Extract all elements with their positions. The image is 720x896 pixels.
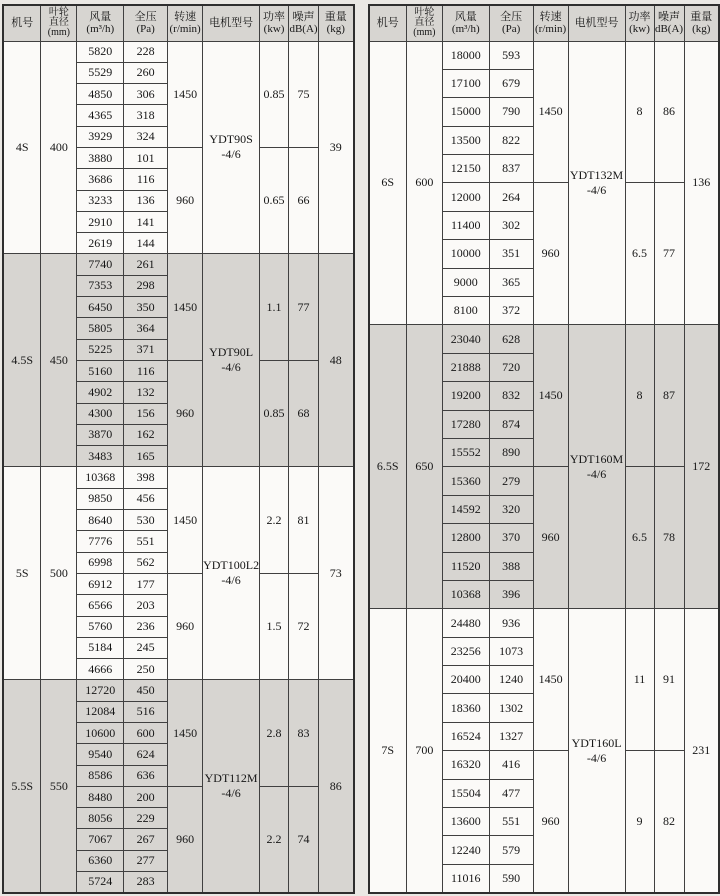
header-power-line: (kw) [629,23,650,36]
airflow-cell: 11016 [442,864,489,893]
airflow-cell: 12720 [77,680,124,701]
header-rotation-speed [533,5,568,41]
table-row [369,609,720,637]
pressure-cell: 264 [489,183,533,211]
header-motor-model-line: 电机型号 [209,17,254,30]
pressure-cell: 228 [124,41,168,62]
motor-model-line: YDT90S [209,132,253,147]
airflow-cell: 9000 [442,268,489,296]
header-noise [289,5,319,41]
pressure-cell: 318 [124,105,168,126]
pressure-cell: 101 [124,147,168,168]
header-machine-number [3,5,41,41]
motor-model-line: YDT100L2 [203,558,260,573]
speed-cell: 960 [533,467,568,609]
noise-cell: 74 [289,786,319,892]
pressure-cell: 277 [124,850,168,871]
header-total-pressure [489,5,533,41]
airflow-cell: 5805 [77,318,124,339]
pressure-cell: 790 [489,98,533,126]
diameter-cell: 500 [41,467,77,680]
table-row [3,467,354,488]
pressure-cell: 628 [489,325,533,353]
airflow-cell: 6566 [77,595,124,616]
pressure-cell: 551 [489,808,533,836]
power-cell: 2.8 [260,680,289,786]
noise-cell: 82 [654,751,684,893]
pressure-cell: 590 [489,864,533,893]
pressure-cell: 370 [489,524,533,552]
speed-cell: 1450 [168,467,203,573]
airflow-cell: 3483 [77,446,124,467]
pressure-cell: 365 [489,268,533,296]
model-cell: 6S [369,41,407,325]
airflow-cell: 16320 [442,751,489,779]
speed-cell: 1450 [533,325,568,467]
airflow-cell: 11400 [442,211,489,239]
speed-cell: 1450 [168,680,203,786]
header-noise-line: dB(A) [289,23,318,36]
header-air-volume [442,5,489,41]
pressure-cell: 116 [124,169,168,190]
pressure-cell: 324 [124,126,168,147]
header-impeller-diameter [406,5,442,41]
header-motor-model-line: 电机型号 [574,17,619,30]
power-cell: 0.85 [260,360,289,466]
pressure-cell: 302 [489,211,533,239]
header-motor-model [203,5,260,41]
noise-cell: 66 [289,147,319,253]
header-air-volume [77,5,124,41]
speed-cell: 960 [533,183,568,325]
pressure-cell: 1073 [489,637,533,665]
motor-model-line: -4/6 [586,466,607,481]
pressure-cell: 516 [124,701,168,722]
airflow-cell: 10000 [442,240,489,268]
header-rotation-speed [168,5,203,41]
pressure-cell: 132 [124,382,168,403]
noise-cell: 68 [289,360,319,466]
weight-cell: 39 [319,41,354,254]
airflow-cell: 6998 [77,552,124,573]
weight-cell: 86 [319,680,354,893]
table-row [369,41,720,69]
model-cell: 7S [369,609,407,893]
power-cell: 8 [625,41,654,183]
header-total-pressure-line: (Pa) [502,23,521,36]
noise-cell: 77 [654,183,684,325]
header-machine-number [369,5,407,41]
airflow-cell: 8100 [442,297,489,325]
airflow-cell: 10368 [442,580,489,608]
airflow-cell: 3686 [77,169,124,190]
table-row [3,254,354,275]
motor-model-line: YDT112M [204,771,258,786]
header-machine-number-line: 机号 [376,17,399,30]
weight-cell: 48 [319,254,354,467]
pressure-cell: 1240 [489,666,533,694]
power-cell: 2.2 [260,467,289,573]
pressure-cell: 320 [489,495,533,523]
header-total-pressure-line: (Pa) [136,23,155,36]
speed-cell: 960 [533,751,568,893]
airflow-cell: 5820 [77,41,124,62]
airflow-cell: 5184 [77,637,124,658]
model-cell: 5.5S [3,680,41,893]
pressure-cell: 372 [489,297,533,325]
noise-cell: 78 [654,467,684,609]
header-weight [684,5,719,41]
header-weight-line: (kg) [692,23,711,36]
pressure-cell: 636 [124,765,168,786]
airflow-cell: 7353 [77,275,124,296]
pressure-cell: 593 [489,41,533,69]
header-air-volume-line: 风量 [454,11,477,24]
header-noise-line: 噪声 [292,11,315,24]
header-weight-line: 重量 [324,11,347,24]
airflow-cell: 4850 [77,84,124,105]
motor-model-line: YDT90L [209,345,254,360]
pressure-cell: 371 [124,339,168,360]
airflow-cell: 14592 [442,495,489,523]
motor-cell [568,325,625,609]
header-rotation-speed-line: (r/min) [535,23,567,36]
airflow-cell: 16524 [442,722,489,750]
airflow-cell: 15000 [442,98,489,126]
header-motor-model [568,5,625,41]
pressure-cell: 250 [124,659,168,680]
power-cell: 11 [625,609,654,751]
motor-model-line: -4/6 [221,360,241,375]
pressure-cell: 1327 [489,722,533,750]
pressure-cell: 600 [124,723,168,744]
header-power-line: (kw) [263,23,285,36]
airflow-cell: 5724 [77,872,124,893]
noise-cell: 86 [654,41,684,183]
airflow-cell: 3880 [77,147,124,168]
model-cell: 6.5S [369,325,407,609]
motor-model-line: YDT132M [569,167,624,182]
pressure-cell: 579 [489,836,533,864]
airflow-cell: 8640 [77,510,124,531]
fan-spec-table-right [368,4,720,894]
speed-cell: 960 [168,786,203,892]
pressure-cell: 720 [489,353,533,381]
weight-cell: 136 [684,41,719,325]
pressure-cell: 890 [489,438,533,466]
speed-cell: 960 [168,360,203,466]
diameter-cell: 700 [406,609,442,893]
airflow-cell: 6360 [77,850,124,871]
pressure-cell: 261 [124,254,168,275]
pressure-cell: 236 [124,616,168,637]
motor-model-line: -4/6 [221,573,241,588]
airflow-cell: 12000 [442,183,489,211]
table-row [369,325,720,353]
airflow-cell: 19200 [442,382,489,410]
header-total-pressure [124,5,168,41]
header-impeller-diameter-line: 叶轮 [48,7,69,19]
pressure-cell: 416 [489,751,533,779]
pressure-cell: 141 [124,211,168,232]
pressure-cell: 837 [489,155,533,183]
airflow-cell: 6912 [77,573,124,594]
header-weight-line: (kg) [326,23,345,36]
fan-spec-table-left [2,4,355,894]
power-cell: 6.5 [625,467,654,609]
motor-cell [203,254,260,467]
header-noise-line: 噪声 [658,11,680,24]
motor-model-line: YDT160L [571,735,622,750]
motor-model-line: -4/6 [221,147,241,162]
pressure-cell: 530 [124,510,168,531]
header-air-volume-line: (m³/h) [86,23,115,36]
speed-cell: 1450 [168,41,203,147]
airflow-cell: 21888 [442,353,489,381]
header-air-volume-line: (m³/h) [451,23,480,36]
noise-cell: 83 [289,680,319,786]
pressure-cell: 116 [124,360,168,381]
noise-cell: 75 [289,41,319,147]
airflow-cell: 9850 [77,488,124,509]
airflow-cell: 10368 [77,467,124,488]
motor-model-line: -4/6 [586,182,607,197]
weight-cell: 231 [684,609,719,893]
airflow-cell: 4902 [77,382,124,403]
pressure-cell: 396 [489,580,533,608]
header-noise [654,5,684,41]
header-impeller-diameter-line: (mm) [413,27,436,39]
airflow-cell: 12084 [77,701,124,722]
motor-cell [203,41,260,254]
motor-cell [568,41,625,325]
pressure-cell: 562 [124,552,168,573]
airflow-cell: 10600 [77,723,124,744]
airflow-cell: 7740 [77,254,124,275]
airflow-cell: 7067 [77,829,124,850]
airflow-cell: 15360 [442,467,489,495]
header-impeller-diameter-line: 直径 [414,17,435,29]
header-power [260,5,289,41]
speed-cell: 1450 [533,609,568,751]
pressure-cell: 144 [124,233,168,254]
power-cell: 1.5 [260,573,289,679]
airflow-cell: 12240 [442,836,489,864]
airflow-cell: 8480 [77,786,124,807]
airflow-cell: 17280 [442,410,489,438]
airflow-cell: 2619 [77,233,124,254]
pressure-cell: 283 [124,872,168,893]
airflow-cell: 5160 [77,360,124,381]
pressure-cell: 136 [124,190,168,211]
header-weight-line: 重量 [690,11,713,24]
airflow-cell: 13600 [442,808,489,836]
motor-cell [568,609,625,893]
airflow-cell: 3870 [77,424,124,445]
table-row [3,41,354,62]
pressure-cell: 351 [489,240,533,268]
header-impeller-diameter-line: 叶轮 [414,7,435,19]
pressure-cell: 551 [124,531,168,552]
airflow-cell: 4666 [77,659,124,680]
model-cell: 4S [3,41,41,254]
power-cell: 2.2 [260,786,289,892]
airflow-cell: 12150 [442,155,489,183]
power-cell: 0.65 [260,147,289,253]
pressure-cell: 1302 [489,694,533,722]
airflow-cell: 7776 [77,531,124,552]
airflow-cell: 24480 [442,609,489,637]
airflow-cell: 23040 [442,325,489,353]
airflow-cell: 11520 [442,552,489,580]
pressure-cell: 165 [124,446,168,467]
weight-cell: 172 [684,325,719,609]
airflow-cell: 23256 [442,637,489,665]
header-rotation-speed-line: 转速 [174,11,197,24]
airflow-cell: 2910 [77,211,124,232]
airflow-cell: 5225 [77,339,124,360]
pressure-cell: 874 [489,410,533,438]
pressure-cell: 298 [124,275,168,296]
motor-model-line: YDT160M [569,451,624,466]
airflow-cell: 20400 [442,666,489,694]
header-total-pressure-line: 全压 [134,11,157,24]
airflow-cell: 3233 [77,190,124,211]
motor-model-line: -4/6 [221,786,241,801]
header-rotation-speed-line: (r/min) [169,23,201,36]
motor-model-line: -4/6 [586,750,607,765]
header-impeller-diameter-line: 直径 [48,17,69,29]
pressure-cell: 200 [124,786,168,807]
weight-cell: 73 [319,467,354,680]
airflow-cell: 5529 [77,62,124,83]
noise-cell: 72 [289,573,319,679]
pressure-cell: 822 [489,126,533,154]
airflow-cell: 18000 [442,41,489,69]
airflow-cell: 15552 [442,438,489,466]
airflow-cell: 8586 [77,765,124,786]
diameter-cell: 550 [41,680,77,893]
header-total-pressure-line: 全压 [500,11,523,24]
pressure-cell: 245 [124,637,168,658]
speed-cell: 960 [168,147,203,253]
pressure-cell: 350 [124,297,168,318]
pressure-cell: 364 [124,318,168,339]
header-rotation-speed-line: 转速 [539,11,562,24]
speed-cell: 1450 [168,254,203,360]
pressure-cell: 388 [489,552,533,580]
header-impeller-diameter [41,5,77,41]
header-impeller-diameter-line: (mm) [47,27,70,39]
pressure-cell: 936 [489,609,533,637]
header-machine-number-line: 机号 [11,17,34,30]
airflow-cell: 18360 [442,694,489,722]
pressure-cell: 398 [124,467,168,488]
noise-cell: 87 [654,325,684,467]
model-cell: 5S [3,467,41,680]
diameter-cell: 650 [406,325,442,609]
pressure-cell: 624 [124,744,168,765]
noise-cell: 91 [654,609,684,751]
airflow-cell: 17100 [442,69,489,97]
pressure-cell: 450 [124,680,168,701]
airflow-cell: 9540 [77,744,124,765]
speed-cell: 1450 [533,41,568,183]
pressure-cell: 306 [124,84,168,105]
diameter-cell: 450 [41,254,77,467]
pressure-cell: 267 [124,829,168,850]
power-cell: 1.1 [260,254,289,360]
airflow-cell: 12800 [442,524,489,552]
pressure-cell: 203 [124,595,168,616]
power-cell: 9 [625,751,654,893]
airflow-cell: 15504 [442,779,489,807]
airflow-cell: 13500 [442,126,489,154]
power-cell: 6.5 [625,183,654,325]
pressure-cell: 477 [489,779,533,807]
noise-cell: 81 [289,467,319,573]
header-row [3,5,354,41]
header-noise-line: dB(A) [654,23,684,36]
airflow-cell: 6450 [77,297,124,318]
airflow-cell: 4300 [77,403,124,424]
noise-cell: 77 [289,254,319,360]
power-cell: 8 [625,325,654,467]
pressure-cell: 162 [124,424,168,445]
motor-cell [203,467,260,680]
header-power-line: 功率 [628,11,651,24]
header-weight [319,5,354,41]
airflow-cell: 5760 [77,616,124,637]
header-air-volume-line: 风量 [89,11,112,24]
pressure-cell: 456 [124,488,168,509]
pressure-cell: 156 [124,403,168,424]
table-row [3,680,354,701]
header-power [625,5,654,41]
motor-cell [203,680,260,893]
power-cell: 0.85 [260,41,289,147]
airflow-cell: 4365 [77,105,124,126]
pressure-cell: 177 [124,573,168,594]
pressure-cell: 279 [489,467,533,495]
airflow-cell: 8056 [77,808,124,829]
airflow-cell: 3929 [77,126,124,147]
pressure-cell: 679 [489,69,533,97]
pressure-cell: 260 [124,62,168,83]
header-row [369,5,720,41]
pressure-cell: 229 [124,808,168,829]
model-cell: 4.5S [3,254,41,467]
diameter-cell: 600 [406,41,442,325]
header-power-line: 功率 [263,11,286,24]
diameter-cell: 400 [41,41,77,254]
speed-cell: 960 [168,573,203,679]
pressure-cell: 832 [489,382,533,410]
